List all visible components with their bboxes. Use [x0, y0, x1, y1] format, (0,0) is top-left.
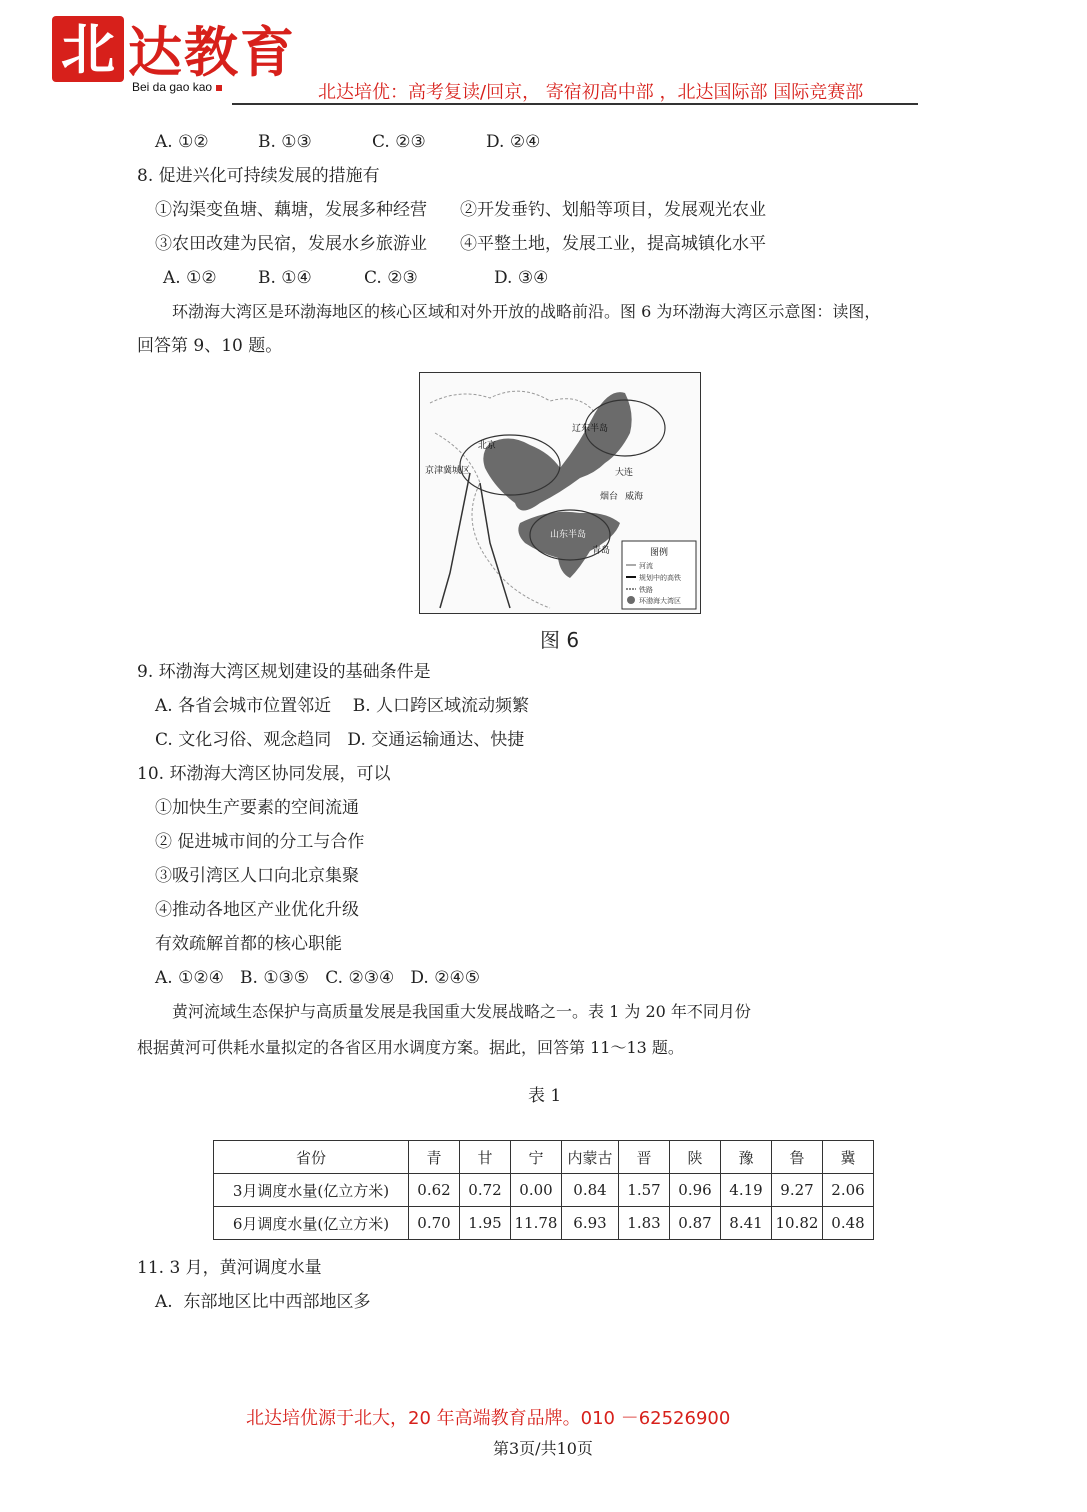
logo-emblem: 北: [52, 16, 124, 82]
table-cell: 4.19: [721, 1174, 772, 1207]
q10-item-5: 有效疏解首都的核心职能: [155, 934, 342, 954]
railway-line: [480, 483, 510, 608]
table-header-cell: 甘: [460, 1141, 511, 1174]
footer-slogan: 北达培优源于北大，20 年高端教育品牌。010 －62526900: [246, 1408, 731, 1429]
table-caption: 表 1: [528, 1086, 562, 1106]
q7-option-c: C. ②③: [372, 132, 426, 152]
q9-stem: 9. 环渤海大湾区规划建设的基础条件是: [137, 662, 431, 682]
map-legend-item-bay: 环渤海大湾区: [639, 597, 681, 605]
q8-option-d: D. ③④: [494, 268, 549, 288]
q8-item-3: ③农田改建为民宿，发展水乡旅游业: [155, 234, 427, 254]
table-cell: 0.87: [670, 1207, 721, 1240]
q8-item-2: ②开发垂钓、划船等项目，发展观光农业: [460, 200, 766, 220]
table-header-cell: 陕: [670, 1141, 721, 1174]
table-cell: 0.96: [670, 1174, 721, 1207]
intro-9-10-line-2: 回答第 9、10 题。: [137, 336, 283, 356]
map-label-beijing: 北京: [478, 441, 497, 451]
intro-11-13-line-1: 黄河流域生态保护与高质量发展是我国重大发展战略之一。表 1 为 20 年不同月份: [172, 1002, 751, 1021]
header-tagline: 北达培优：高考复读/回京， 寄宿初高中部 ，北达国际部 国际竞赛部: [318, 82, 864, 103]
table-cell: 0.48: [823, 1207, 874, 1240]
table-cell: 9.27: [772, 1174, 823, 1207]
q8-option-a: A. ①②: [163, 268, 217, 288]
table-cell: 2.06: [823, 1174, 874, 1207]
q8-stem: 8. 促进兴化可持续发展的措施有: [137, 166, 380, 186]
table-row-label: 3月调度水量(亿立方米): [214, 1174, 409, 1207]
q8-item-4: ④平整土地，发展工业，提高城镇化水平: [460, 234, 766, 254]
q9-options-line-2: C. 文化习俗、观念趋同 D. 交通运输通达、快捷: [155, 730, 525, 750]
map-label-liaodong: 辽东半岛: [572, 424, 609, 434]
intro-9-10-line-1: 环渤海大湾区是环渤海地区的核心区域和对外开放的战略前沿。图 6 为环渤海大湾区示意图：读图，: [172, 302, 881, 321]
q9-options-line-1: A. 各省会城市位置邻近 B. 人口跨区域流动频繁: [155, 696, 529, 716]
q10-item-3: ③吸引湾区人口向北京集聚: [155, 866, 359, 886]
map-graphic: [420, 373, 700, 613]
table-row: [214, 1207, 874, 1240]
logo-name: 达教育: [128, 21, 296, 84]
boundary-line: [430, 391, 595, 413]
table-cell: 10.82: [772, 1207, 823, 1240]
map-legend-item-highspeed: 规划中的高铁: [639, 574, 681, 582]
table-cell: 11.78: [511, 1207, 562, 1240]
header-divider: [232, 103, 918, 105]
q10-stem: 10. 环渤海大湾区协同发展，可以: [137, 764, 391, 784]
map-legend-item-river: 河流: [639, 562, 653, 570]
table-cell: 0.84: [562, 1174, 619, 1207]
table-row-label: 6月调度水量(亿立方米): [214, 1207, 409, 1240]
map-label-qingdao: 青岛: [592, 546, 611, 556]
table-cell: 0.62: [409, 1174, 460, 1207]
table-header-cell: 冀: [823, 1141, 874, 1174]
bohai-bay-map: [419, 372, 701, 614]
water-allocation-table: [213, 1140, 874, 1240]
q11-option-a: A. 东部地区比中西部地区多: [155, 1292, 371, 1312]
q10-options: A. ①②④ B. ①③⑤ C. ②③④ D. ②④⑤: [155, 968, 480, 988]
legend-bay-swatch: [627, 596, 635, 604]
table-header-label: 省份: [214, 1141, 409, 1174]
table-cell: 1.95: [460, 1207, 511, 1240]
q7-option-b: B. ①③: [258, 132, 312, 152]
intro-11-13-line-2: 根据黄河可供耗水量拟定的各省区用水调度方案。据此，回答第 11～13 题。: [137, 1038, 684, 1057]
q10-item-2: ② 促进城市间的分工与合作: [155, 832, 365, 852]
logo-pinyin-text: Bei da gao kao: [132, 80, 213, 94]
table-cell: 1.57: [619, 1174, 670, 1207]
table-header-cell: 鲁: [772, 1141, 823, 1174]
map-label-shandong: 山东半岛: [550, 530, 587, 540]
map-legend-title: 图例: [650, 548, 669, 558]
logo-dot-icon: [216, 85, 222, 91]
map-label-yantai: 烟台: [600, 492, 619, 502]
q7-option-d: D. ②④: [486, 132, 541, 152]
figure-caption: 图 6: [540, 628, 580, 652]
q10-item-4: ④推动各地区产业优化升级: [155, 900, 359, 920]
q7-option-a: A. ①②: [155, 132, 209, 152]
map-label-jingjinji: 京津冀城区: [425, 466, 471, 476]
table-header-cell: 晋: [619, 1141, 670, 1174]
map-label-dalian: 大连: [615, 468, 634, 478]
table-row: [214, 1174, 874, 1207]
table-cell: 0.70: [409, 1207, 460, 1240]
table-header-cell: 豫: [721, 1141, 772, 1174]
page-number: 第3页/共10页: [493, 1439, 593, 1458]
table-header-cell: 青: [409, 1141, 460, 1174]
table-cell: 8.41: [721, 1207, 772, 1240]
table-header-cell: 内蒙古: [562, 1141, 619, 1174]
q10-item-1: ①加快生产要素的空间流通: [155, 798, 359, 818]
map-legend-item-railway: 铁路: [639, 586, 653, 594]
table-header-row: [214, 1141, 874, 1174]
q8-option-b: B. ①④: [258, 268, 312, 288]
railway-line: [440, 473, 470, 608]
table-cell: 0.00: [511, 1174, 562, 1207]
logo-pinyin: [132, 80, 222, 94]
table-cell: 0.72: [460, 1174, 511, 1207]
table-cell: 1.83: [619, 1207, 670, 1240]
q11-stem: 11. 3 月，黄河调度水量: [137, 1258, 322, 1278]
table-cell: 6.93: [562, 1207, 619, 1240]
table-header-cell: 宁: [511, 1141, 562, 1174]
q8-item-1: ①沟渠变鱼塘、藕塘，发展多种经营: [155, 200, 427, 220]
q8-option-c: C. ②③: [364, 268, 418, 288]
map-label-weihai: 威海: [625, 492, 644, 502]
